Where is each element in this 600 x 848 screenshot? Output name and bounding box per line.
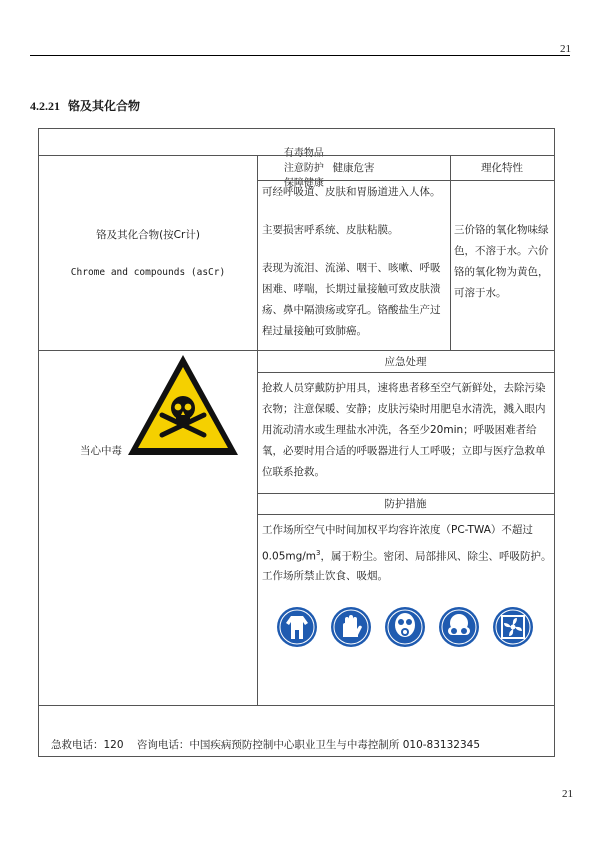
- header-item: 注意防护: [283, 163, 324, 174]
- protective-gloves-icon: [331, 607, 371, 647]
- section-number: 4.2.21: [30, 99, 60, 113]
- section-title: 铬及其化合物: [68, 99, 141, 113]
- hazard-card: [38, 128, 555, 757]
- divider: [39, 350, 554, 351]
- health-hazard-route: 可经呼吸道、皮肤和胃肠道进入人体。: [262, 186, 441, 198]
- divider: [257, 180, 554, 181]
- protection-exposure-limit: 工作场所空气中时间加权平均容许浓度（PC-TWA）不超过: [262, 524, 533, 536]
- substance-name-en: Chrome and compounds (asCr): [70, 267, 226, 278]
- header-item: 保障健康: [283, 178, 324, 189]
- skull-crossbones-icon: [124, 351, 242, 459]
- warning-label: 当心中毒: [80, 445, 122, 457]
- properties-title: 理化特性: [481, 162, 523, 174]
- health-hazard-symptoms: 表现为流泪、流涕、咽干、咳嗽、呼吸困难、哮喘，长期过量接触可致皮肤溃疡、鼻中隔溃疡或穿孔。铬酸盐生产过程过量接触可致肺癌。: [262, 262, 441, 337]
- exposure-value: 0.05mg/m: [262, 550, 317, 563]
- protection-title: 防护措施: [384, 498, 427, 510]
- emergency-text: 抢救人员穿戴防护用具，速将患者移至空气新鲜处，去除污染衣物；注意保暖、安静；皮肤污染时用肥皂水清洗，溅入眼内用流动清水或生理盐水冲洗，各至少20min；呼吸困难者给氧，必要时用合适的呼吸器进行人工呼吸；立即与医疗急救单位联系抢救。: [262, 382, 546, 478]
- divider: [257, 155, 258, 705]
- gas-mask-icon: [385, 607, 425, 647]
- exposure-unit-superscript: 3: [316, 549, 321, 557]
- protection-measures: [262, 543, 552, 568]
- emergency-title: 应急处理: [384, 356, 427, 368]
- health-hazard-title: 健康危害: [332, 162, 375, 174]
- protective-clothing-icon: [277, 607, 317, 647]
- divider: [39, 155, 554, 156]
- divider: [450, 155, 451, 350]
- safety-goggles-icon: [439, 607, 479, 647]
- health-hazard-target: 主要损害呼系统、皮肤粘膜。: [262, 224, 399, 236]
- header-rule: [30, 55, 570, 56]
- ventilation-fan-icon: [493, 607, 533, 647]
- page-number-top: 21: [560, 43, 571, 55]
- divider: [257, 514, 554, 515]
- divider: [39, 705, 554, 706]
- page-number-bottom: 21: [562, 788, 573, 800]
- protection-prohibition: 工作场所禁止饮食、吸烟。: [262, 570, 388, 582]
- section-heading: [30, 97, 140, 114]
- substance-name-cn: 铬及其化合物(按Cr计): [96, 229, 200, 241]
- toxic-warning-sign: [124, 351, 242, 459]
- protection-measures-text: ，属于粉尘。密闭、局部排风、除尘、呼吸防护。: [320, 550, 552, 563]
- header-item: 有毒物品: [283, 148, 324, 159]
- contact-footer: 急救电话：120 咨询电话：中国疾病预防控制中心职业卫生与中毒控制所 010-83132345: [51, 739, 481, 751]
- divider: [257, 372, 554, 373]
- physicochemical-properties: 三价铬的氧化物味绿色，不溶于水。六价铬的氧化物为黄色，可溶于水。: [454, 224, 549, 299]
